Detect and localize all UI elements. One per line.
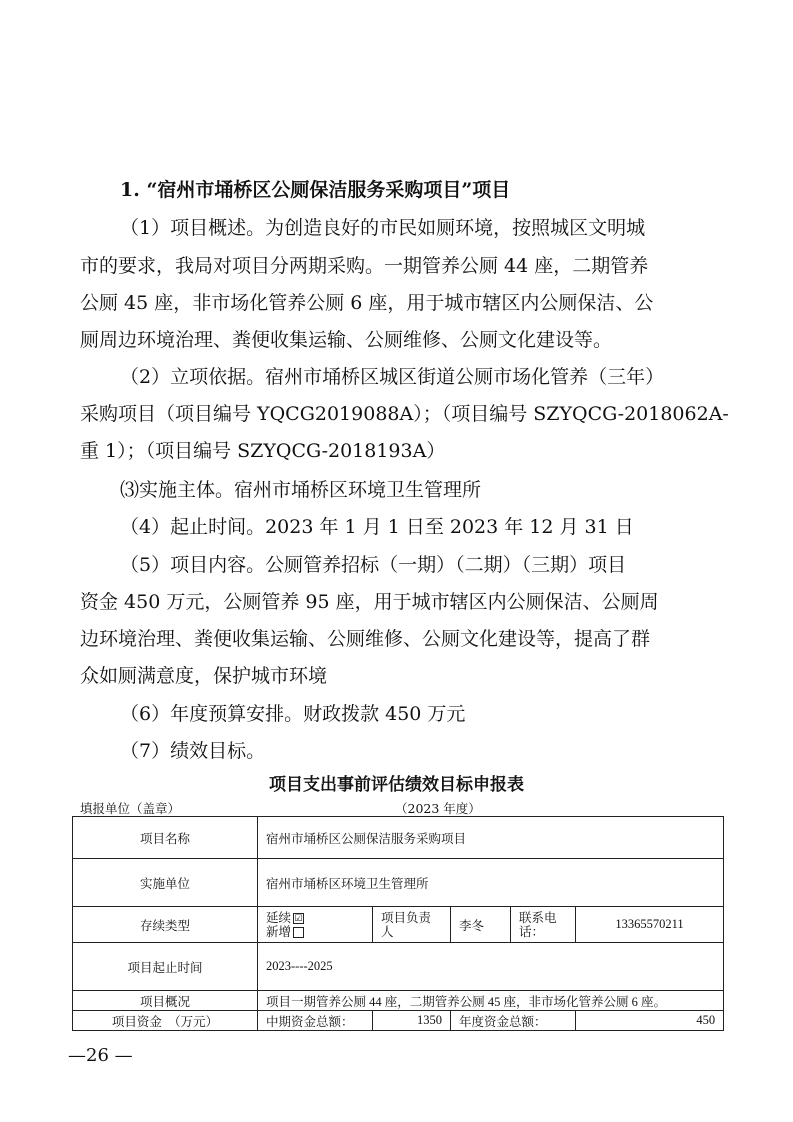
table-row bbox=[73, 943, 724, 991]
paragraph-line: （5）项目内容。公厕管养招标（一期）（二期）（三期）项目 bbox=[120, 554, 627, 576]
section-heading: 1. “宿州市埇桥区公厕保洁服务采购项目”项目 bbox=[120, 179, 511, 201]
checked-box-icon[interactable]: ☑ bbox=[294, 913, 303, 924]
project-name-value: 宿州市埇桥区公厕保洁服务采购项目 bbox=[258, 817, 724, 859]
project-period-label: 项目起止时间 bbox=[73, 943, 258, 991]
paragraph-line: （7）绩效目标。 bbox=[120, 740, 266, 762]
paragraph-line: ⑶实施主体。宿州市埇桥区环境卫生管理所 bbox=[120, 479, 482, 501]
paragraph-line: 边环境治理、粪便收集运输、公厕维修、公厕文化建设等，提高了群 bbox=[80, 628, 651, 650]
performance-target-table bbox=[72, 816, 724, 1031]
paragraph-line: （6）年度预算安排。财政拨款 450 万元 bbox=[120, 703, 466, 725]
phone-value: 13365570211 bbox=[576, 907, 724, 943]
phone-label: 联系电 话： bbox=[511, 907, 576, 943]
project-overview-value: 项目一期管养公厕 44 座，二期管养公厕 45 座，非市场化管养公厕 6 座。 bbox=[258, 991, 724, 1011]
project-name-label: 项目名称 bbox=[73, 817, 258, 859]
option-continue[interactable]: 延续 ☑ bbox=[266, 910, 303, 925]
paragraph-line: （1）项目概述。为创造良好的市民如厕环境，按照城区文明城 bbox=[120, 217, 646, 239]
form-year-label: （2023 年度） bbox=[395, 801, 481, 816]
table-row bbox=[73, 817, 724, 859]
paragraph-line: （4）起止时间。2023 年 1 月 1 日至 2023 年 12 月 31 日 bbox=[120, 516, 634, 538]
paragraph-line: 众如厕满意度，保护城市环境 bbox=[80, 665, 328, 687]
impl-unit-value: 宿州市埇桥区环境卫生管理所 bbox=[258, 859, 724, 907]
paragraph-line: 公厕 45 座，非市场化管养公厕 6 座，用于城市辖区内公厕保洁、公 bbox=[80, 292, 654, 314]
continuation-type-options bbox=[258, 907, 373, 943]
page-number: —26 — bbox=[68, 1045, 133, 1066]
table-row bbox=[73, 1011, 724, 1031]
project-overview-label: 项目概况 bbox=[73, 991, 258, 1011]
mid-term-total-value: 1350 bbox=[373, 1011, 451, 1031]
project-fund-label: 项目资金 （万元） bbox=[73, 1011, 258, 1031]
annual-total-value: 450 bbox=[576, 1011, 724, 1031]
table-row bbox=[73, 859, 724, 907]
table-row bbox=[73, 991, 724, 1011]
mid-term-total-label: 中期资金总额： bbox=[258, 1011, 373, 1031]
paragraph-line: 市的要求，我局对项目分两期采购。一期管养公厕 44 座，二期管养 bbox=[80, 255, 649, 277]
option-new[interactable]: 新增 bbox=[266, 925, 364, 939]
annual-total-label: 年度资金总额： bbox=[451, 1011, 576, 1031]
filing-unit-label: 填报单位（盖章） bbox=[80, 801, 181, 816]
project-period-value: 2023----2025 bbox=[258, 943, 724, 991]
paragraph-line: 重 1）；（项目编号 SZYQCG-2018193A） bbox=[80, 440, 446, 462]
paragraph-line: 采购项目（项目编号 YQCG2019088A）；（项目编号 SZYQCG-2018062A- bbox=[80, 403, 729, 425]
paragraph-line: 厕周边环境治理、粪便收集运输、公厕维修、公厕文化建设等。 bbox=[80, 329, 613, 351]
impl-unit-label: 实施单位 bbox=[73, 859, 258, 907]
unchecked-box-icon[interactable] bbox=[293, 927, 304, 938]
paragraph-line: 资金 450 万元，公厕管养 95 座，用于城市辖区内公厕保洁、公厕周 bbox=[80, 591, 659, 613]
continuation-type-label: 存续类型 bbox=[73, 907, 258, 943]
project-lead-label: 项目负责 人 bbox=[373, 907, 451, 943]
paragraph-line: （2）立项依据。宿州市埇桥区城区街道公厕市场化管养（三年） bbox=[120, 366, 665, 388]
project-lead-value: 李冬 bbox=[451, 907, 511, 943]
table-row bbox=[73, 907, 724, 943]
form-title: 项目支出事前评估绩效目标申报表 bbox=[269, 775, 524, 795]
